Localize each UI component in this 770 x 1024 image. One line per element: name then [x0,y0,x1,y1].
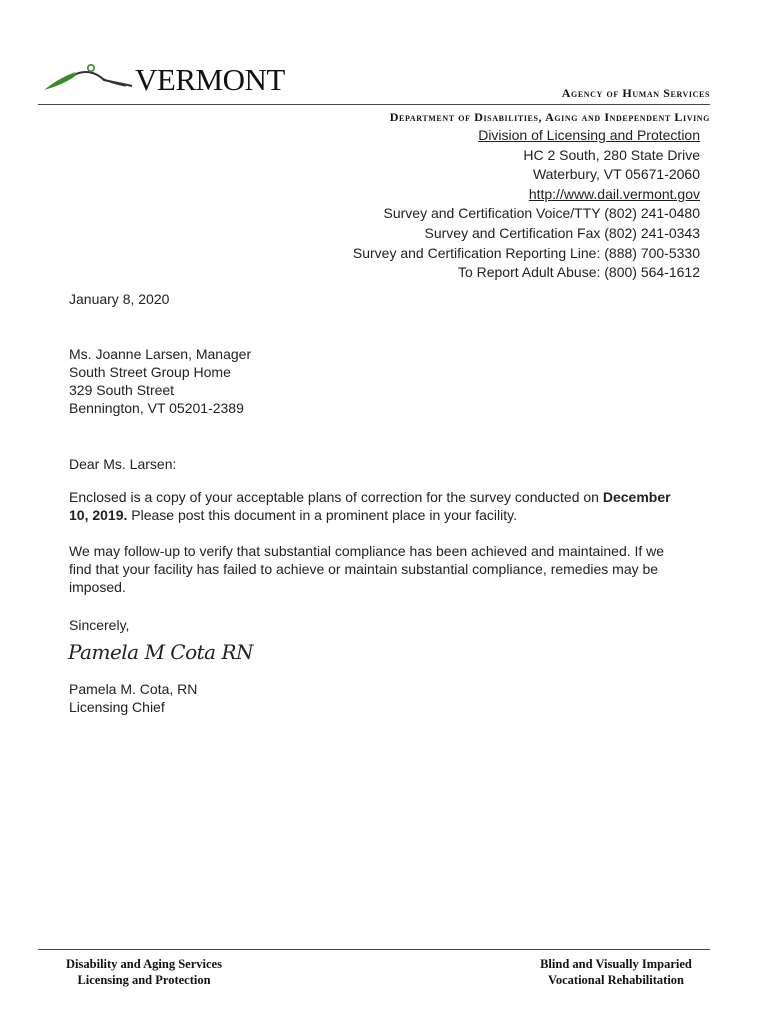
para1-text: Enclosed is a copy of your acceptable plans of correction for the survey conducted on [69,489,603,505]
fax-line: Survey and Certification Fax (802) 241-0343 [424,224,700,241]
city-state-zip: Waterbury, VT 05671-2060 [532,166,700,183]
footer-right [510,956,722,988]
logo-wordmark: VERMONT [135,62,285,97]
signer-title: Licensing Chief [69,699,165,715]
contact-block [353,126,700,283]
recipient-city: Bennington, VT 05201-2389 [69,400,244,416]
vermont-logo [42,60,285,100]
voice-tty-line: Survey and Certification Voice/TTY (802) 241-0480 [383,205,700,222]
footer-divider [38,949,710,950]
body-paragraph-2: We may follow-up to verify that substantial compliance has been achieved and maintained. If we find that your facility has failed to achieve or maintain substantial compliance, remedies may be imposed. [69,543,665,595]
street-address: HC 2 South, 280 State Drive [523,146,700,163]
closing: Sincerely, [69,617,130,633]
signer-name: Pamela M. Cota, RN [69,681,198,697]
salutation: Dear Ms. Larsen: [69,456,177,472]
reporting-line: Survey and Certification Reporting Line: (888) 700-5330 [352,244,700,261]
recipient-street: 329 South Street [69,382,175,398]
recipient-address [69,345,251,417]
survey-date: December 10, 2019. [69,489,671,523]
signer-block [69,680,197,716]
handwritten-signature [68,640,254,672]
recipient-organization: South Street Group Home [69,364,231,380]
website-link[interactable]: http://www.dail.vermont.gov [528,185,700,202]
abuse-report-line: To Report Adult Abuse: (800) 564-1612 [457,264,700,281]
letter-date: January 8, 2020 [69,291,170,307]
agency-name: Agency of Human Services [561,86,710,100]
footer-right-line-1: Blind and Visually Imparied [540,957,692,971]
body-paragraph-1 [69,488,679,524]
signature-script: Pamela M Cota RN [68,640,254,664]
mountain-leaf-icon [42,60,142,100]
footer-left-line-2: Licensing and Protection [77,973,211,987]
para1-text-end: Please post this document in a prominent place in your facility. [127,507,517,523]
recipient-name: Ms. Joanne Larsen, Manager [69,346,252,362]
header-divider [38,104,710,105]
footer-left [44,956,244,988]
footer-left-line-1: Disability and Aging Services [66,957,222,971]
division-name: Division of Licensing and Protection [478,127,700,143]
footer-right-line-2: Vocational Rehabilitation [547,973,684,987]
department-name: Department of Disabilities, Aging and Independent Living [389,110,710,124]
